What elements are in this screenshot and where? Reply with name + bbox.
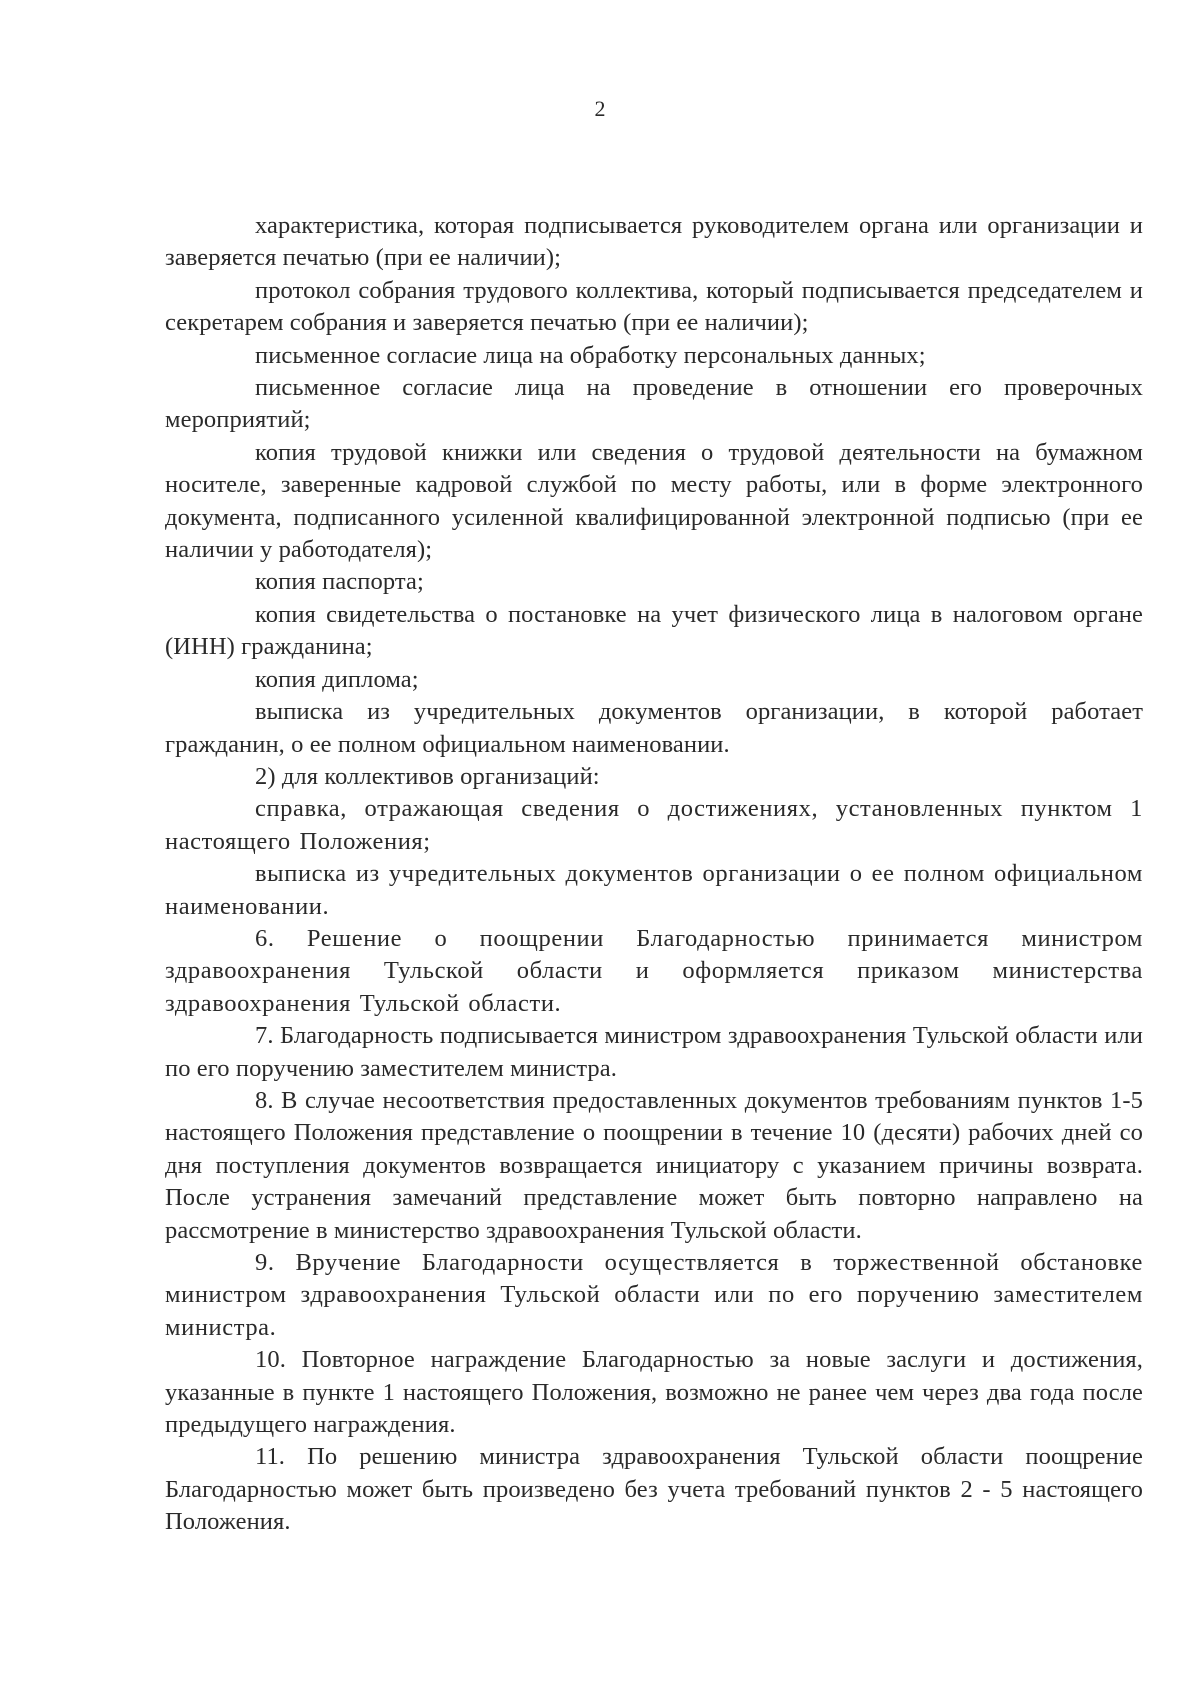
paragraph-collectives-heading: 2) для коллективов организаций: xyxy=(255,762,600,790)
paragraph-diploma-copy: копия диплома; xyxy=(255,665,419,693)
paragraph-personal-data-consent: письменное согласие лица на обработку персональных данных; xyxy=(255,341,926,369)
paragraph-meeting-protocol: протокол собрания трудового коллектива, который подписывается председателем и секретарем собрания и заверяется печатью (при ее наличии); xyxy=(165,276,1143,337)
paragraph-work-record-copy: копия трудовой книжки или сведения о трудовой деятельности на бумажном носителе, заверенные кадровой службой по месту работы, или в форме электронного документа, подписанного усиленной квалифицированной электронной подписью (при ее наличии у работодателя); xyxy=(165,438,1143,564)
page-number: 2 xyxy=(594,96,606,121)
paragraph-item-8: 8. В случае несоответствия предоставленных документов требованиям пунктов 1-5 настоящего Положения представление о поощрении в течение 10 (десяти) рабочих дней со дня поступления документов возвращается инициатору с указанием причины возврата. После устранения замечаний представление может быть повторно направлено на рассмотрение в министерство здравоохранения Тульской области. xyxy=(165,1086,1143,1244)
paragraph-item-6: 6. Решение о поощрении Благодарностью принимается министром здравоохранения Тульской области и оформляется приказом министерства здравоохранения Тульской области. xyxy=(165,924,1143,1017)
paragraph-passport-copy: копия паспорта; xyxy=(255,568,424,596)
paragraph-founding-documents-extract: выписка из учредительных документов организации, в которой работает гражданин, о ее полном официальном наименовании. xyxy=(165,698,1143,758)
paragraph-achievements-certificate: справка, отражающая сведения о достижениях, установленных пунктом 1 настоящего Положения; xyxy=(165,795,1143,855)
paragraph-item-11: 11. По решению министра здравоохранения Тульской области поощрение Благодарностью может быть произведено без учета требований пунктов 2 - 5 настоящего Положения. xyxy=(165,1443,1143,1536)
paragraph-item-10: 10. Повторное награждение Благодарностью за новые заслуги и достижения, указанные в пункте 1 настоящего Положения, возможно не ранее чем через два года после предыдущего награждения. xyxy=(165,1346,1143,1439)
paragraph-tax-certificate-copy: копия свидетельства о постановке на учет физического лица в налоговом органе (ИНН) гражданина; xyxy=(165,600,1143,661)
paragraph-characteristic: характеристика, которая подписывается руководителем органа или организации и заверяется печатью (при ее наличии); xyxy=(165,212,1143,272)
paragraph-item-9: 9. Вручение Благодарности осуществляется в торжественной обстановке министром здравоохранения Тульской области или по его поручению заместителем министра. xyxy=(165,1249,1143,1341)
paragraph-item-7: 7. Благодарность подписывается министром здравоохранения Тульской области или по его поручению заместителем министра. xyxy=(165,1022,1143,1082)
paragraph-organization-extract: выписка из учредительных документов организации о ее полном официальном наименовании. xyxy=(165,860,1143,920)
document-body xyxy=(165,210,1143,1539)
paragraph-verification-consent: письменное согласие лица на проведение в отношении его проверочных мероприятий; xyxy=(165,374,1143,434)
